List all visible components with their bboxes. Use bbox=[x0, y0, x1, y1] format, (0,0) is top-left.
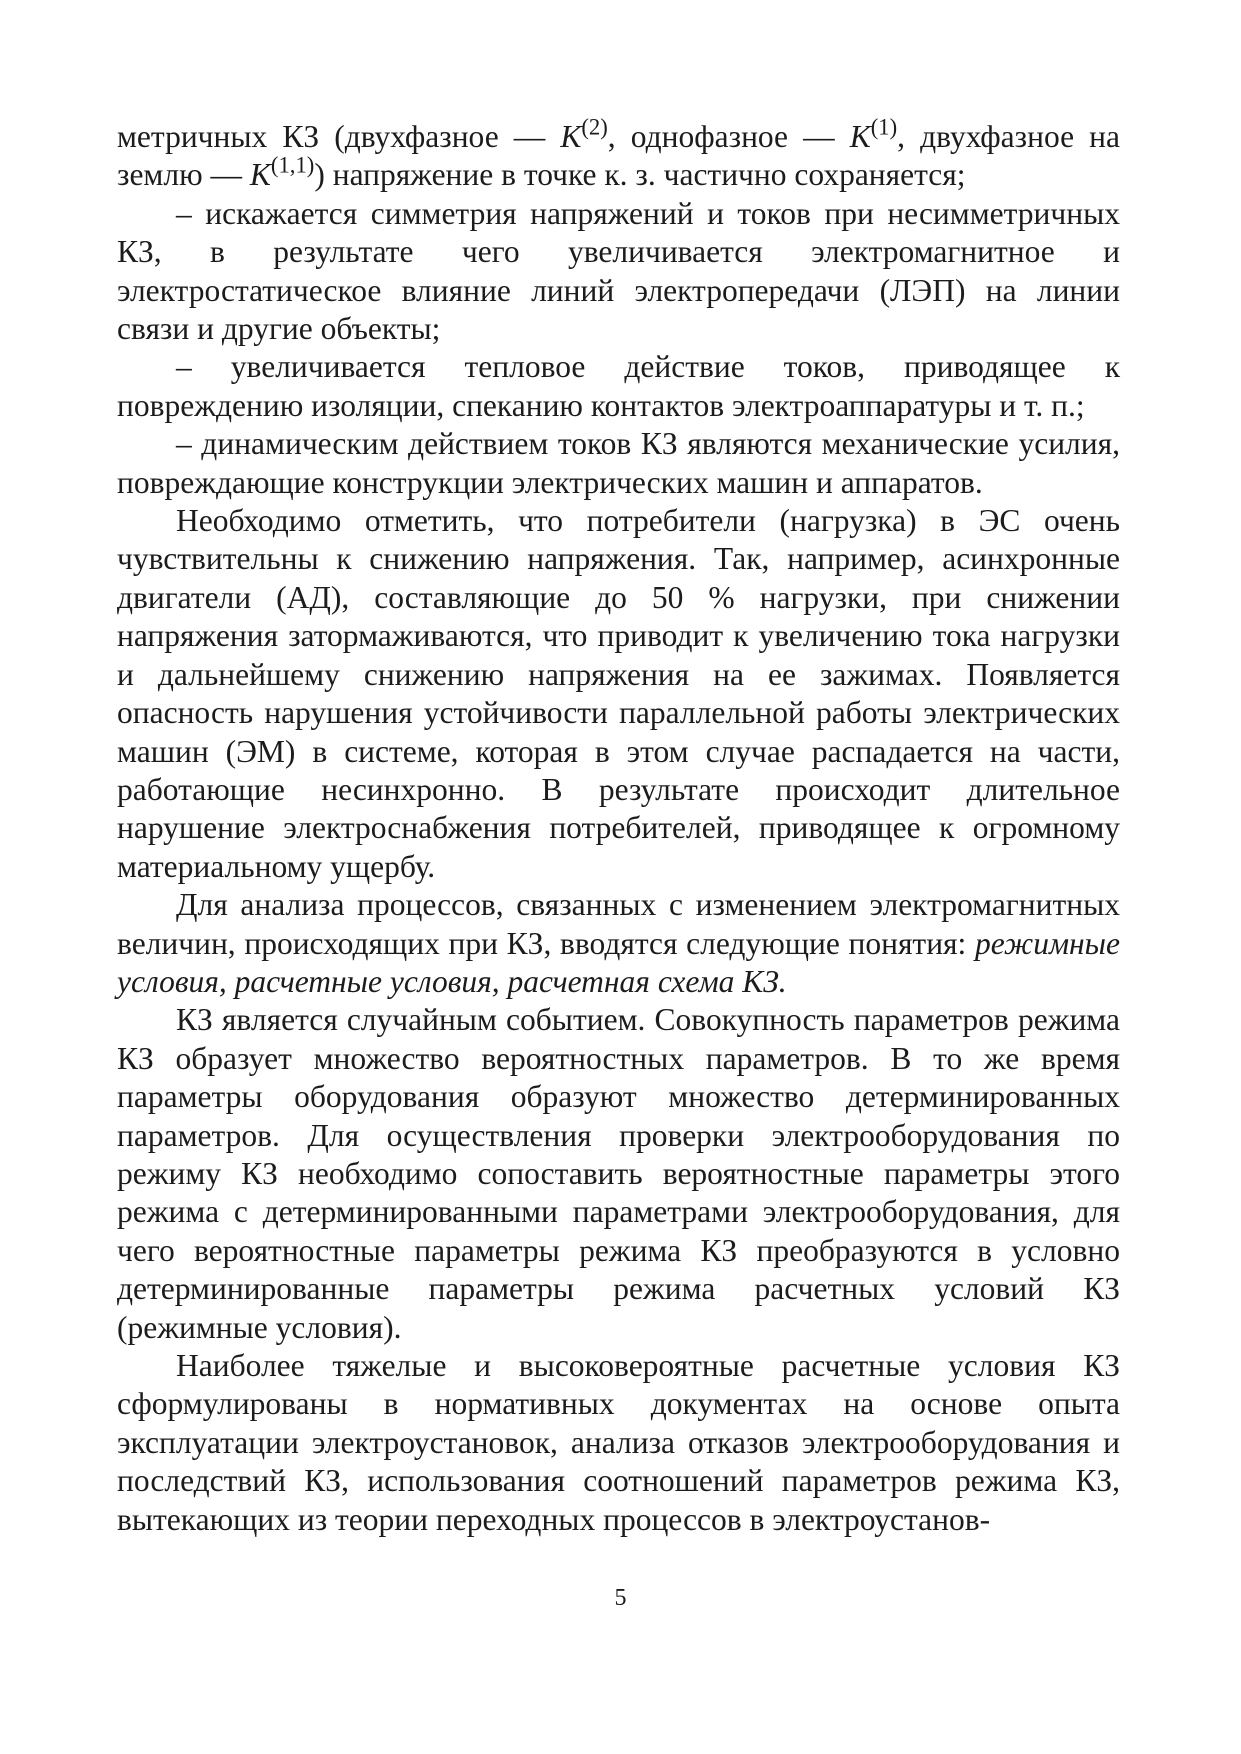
p1-text-2: , однофазное — bbox=[607, 119, 850, 154]
paragraph-8 bbox=[117, 1347, 1120, 1539]
paragraph-7 bbox=[117, 1001, 1120, 1347]
paragraph-3 bbox=[117, 348, 1120, 425]
k11-symbol bbox=[249, 152, 315, 193]
p6-terms-italic: режимные условия, расчетные условия, расчетная схема КЗ. bbox=[117, 925, 1120, 999]
p1-text-4: ) напряжение в точке к. з. частично сохраняется; bbox=[314, 157, 966, 193]
page-body bbox=[117, 114, 1120, 1539]
k1-symbol bbox=[849, 114, 898, 154]
p4-text: – динамическим действием токов КЗ являются механические усилия, повреждающие конструкции электрических машин и аппаратов. bbox=[117, 426, 1120, 500]
p1-text-1: метричных КЗ (двухфазное — bbox=[117, 119, 561, 154]
p8-text: Наиболее тяжелые и высоковероятные расчетные условия КЗ сформулированы в нормативных документах на основе опыта эксплуатации электроустановок, анализа отказов электрооборудования и последствий КЗ, использования соотношений параметров режима КЗ, вытекающих из теории переходных процессов в электроустанов- bbox=[117, 1348, 1120, 1537]
k11-superscript: (1,1) bbox=[270, 152, 315, 178]
p1-text-3: , двухфазное на землю — bbox=[117, 119, 1120, 193]
k1-superscript: (1) bbox=[870, 114, 898, 140]
p3-text: – увеличивается тепловое действие токов, приводящее к повреждению изоляции, спеканию контактов электроаппаратуры и т. п.; bbox=[117, 349, 1120, 423]
k2-superscript: (2) bbox=[581, 114, 608, 140]
paragraph-5 bbox=[117, 502, 1120, 886]
p2-text: – искажается симметрия напряжений и токов при несимметричных КЗ, в результате чего увеличивается электромагнитное и электростатическое влияние линий электропередачи (ЛЭП) на линии связи и другие объекты; bbox=[117, 195, 1120, 347]
paragraph-2 bbox=[117, 195, 1120, 349]
k11-letter: K bbox=[249, 157, 271, 193]
paragraph-6 bbox=[117, 886, 1120, 1001]
p5-text: Необходимо отметить, что потребители (нагрузка) в ЭС очень чувствительны к снижению напряжения. Так, например, асинхронные двигатели (АД), составляющие до 50 % нагрузки, при снижении напряжения затормаживаются, что приводит к увеличению тока нагрузки и дальнейшему снижению напряжения на ее зажимах. Появляется опасность нарушения устойчивости параллельной работы электрических машин (ЭМ) в системе, которая в этом случае распадается на части, работающие несинхронно. В результате происходит длительное нарушение электроснабжения потребителей, приводящее к огромному материальному ущербу. bbox=[117, 503, 1120, 884]
p6-text: Для анализа процессов, связанных с изменением электромагнитных величин, происходящих при КЗ, вводятся следующие понятия: bbox=[117, 887, 1120, 961]
k2-letter: K bbox=[560, 119, 582, 154]
k2-symbol bbox=[560, 114, 608, 154]
p7-text: КЗ является случайным событием. Совокупность параметров режима КЗ образует множество вероятностных параметров. В то же время параметры оборудования образуют множество детерминированных параметров. Для осуществления проверки электрооборудования по режиму КЗ необходимо сопоставить вероятностные параметры этого режима с детерминированными параметрами электрооборудования, для чего вероятностные параметры режима КЗ преобразуются в условно детерминированные параметры режима расчетных условий КЗ (режимные условия). bbox=[117, 1002, 1120, 1345]
k1-letter: K bbox=[849, 119, 871, 154]
paragraph-1 bbox=[117, 114, 1120, 195]
paragraph-4 bbox=[117, 425, 1120, 502]
page-number: 5 bbox=[614, 1585, 627, 1611]
